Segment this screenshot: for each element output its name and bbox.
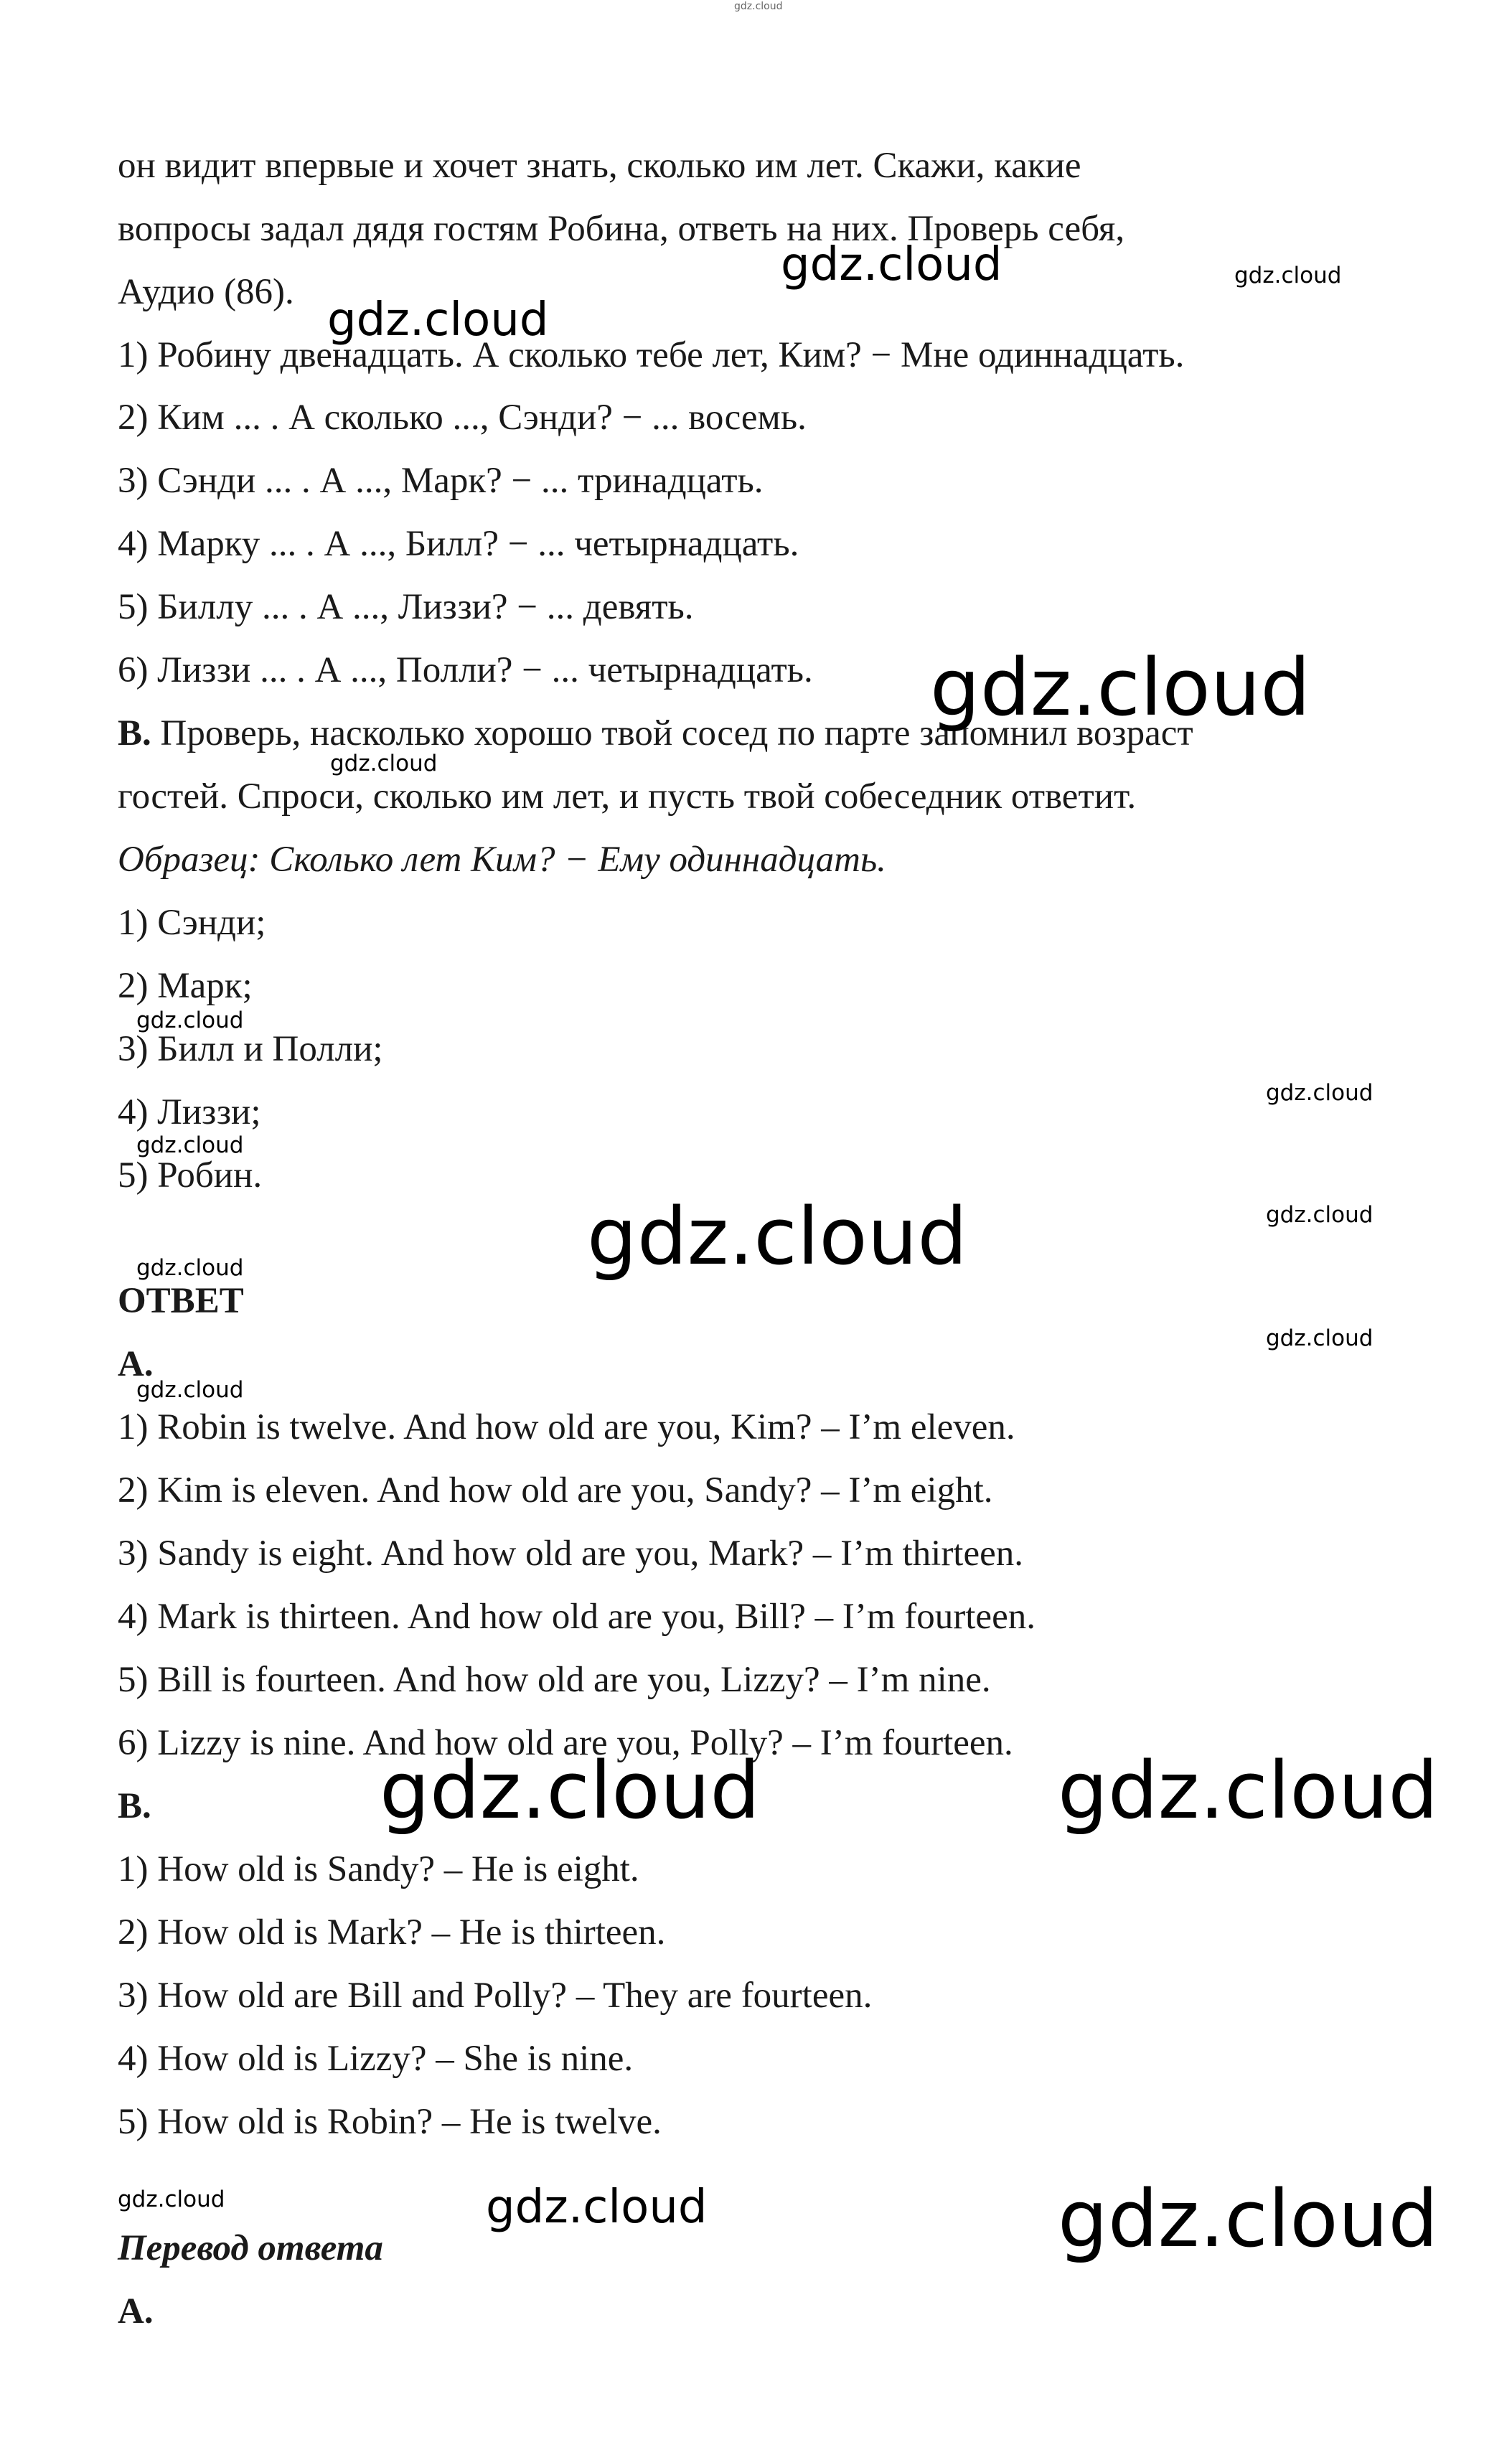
task-b-item: 3) Билл и Полли;: [118, 1029, 383, 1069]
task-b-item: 4) Лиззи;: [118, 1092, 261, 1132]
answer-a-line: 1) Robin is twelve. And how old are you, Kim? – I’m eleven.: [118, 1407, 1015, 1447]
task-line: 2) Ким ... . А сколько ..., Сэнди? − ... восемь.: [118, 398, 807, 438]
answer-a-line: 2) Kim is eleven. And how old are you, Sandy? – I’m eight.: [118, 1470, 993, 1511]
watermark: gdz.cloud: [1266, 1325, 1374, 1351]
task-b-label: B.: [118, 713, 151, 753]
answer-a-label: A.: [118, 1344, 154, 1384]
answer-b-line: 2) How old is Mark? – He is thirteen.: [118, 1912, 666, 1953]
task-b-item: 2) Марк;: [118, 966, 253, 1006]
answer-b-label: B.: [118, 1786, 151, 1826]
answer-b-line: 1) How old is Sandy? – He is eight.: [118, 1849, 639, 1889]
watermark: gdz.cloud: [587, 1190, 968, 1282]
watermark: gdz.cloud: [930, 642, 1311, 733]
watermark: gdz.cloud: [136, 1008, 244, 1033]
translation-a-label: A.: [118, 2291, 154, 2331]
watermark: gdz.cloud: [734, 1, 783, 12]
task-line: 3) Сэнди ... . А ..., Марк? − ... тринадцать.: [118, 461, 764, 501]
answer-a-line: 5) Bill is fourteen. And how old are you, Lizzy? – I’m nine.: [118, 1660, 991, 1700]
watermark: gdz.cloud: [781, 238, 1002, 291]
watermark: gdz.cloud: [380, 1744, 761, 1836]
task-line: 4) Марку ... . А ..., Билл? − ... четырнадцать.: [118, 524, 799, 564]
task-b-text: Проверь, насколько хорошо твой сосед по парте запомнил возраст: [151, 713, 1193, 753]
answer-a-line: 4) Mark is thirteen. And how old are you, Bill? – I’m fourteen.: [118, 1597, 1036, 1637]
answer-b-line: 5) How old is Robin? – He is twelve.: [118, 2102, 662, 2142]
task-b-item: 5) Робин.: [118, 1155, 263, 1196]
task-line: 1) Робину двенадцать. А сколько тебе лет, Ким? − Мне одиннадцать.: [118, 335, 1185, 375]
answer-a-line: 6) Lizzy is nine. And how old are you, Polly? – I’m fourteen.: [118, 1723, 1013, 1763]
watermark: gdz.cloud: [1266, 1080, 1374, 1106]
answer-b-line: 4) How old is Lizzy? – She is nine.: [118, 2039, 634, 2079]
task-b-item: 1) Сэнди;: [118, 903, 266, 943]
task-line: 5) Биллу ... . А ..., Лиззи? − ... девять.: [118, 587, 694, 627]
watermark: gdz.cloud: [118, 2187, 225, 2212]
task-b-sample: Образец: Сколько лет Ким? − Ему одиннадцать.: [118, 840, 886, 880]
watermark: gdz.cloud: [1234, 263, 1342, 288]
watermark: gdz.cloud: [1266, 1202, 1374, 1228]
watermark: gdz.cloud: [136, 1377, 244, 1403]
task-line: он видит впервые и хочет знать, сколько им лет. Скажи, какие: [118, 146, 1081, 186]
task-line: Аудио (86).: [118, 272, 294, 312]
task-b-line: гостей. Спроси, сколько им лет, и пусть твой собеседник ответит.: [118, 776, 1137, 817]
watermark: gdz.cloud: [1058, 1744, 1439, 1836]
task-line: вопросы задал дядя гостям Робина, ответь на них. Проверь себя,: [118, 209, 1125, 249]
watermark: gdz.cloud: [327, 293, 549, 347]
task-line: 6) Лиззи ... . А ..., Полли? − ... четырнадцать.: [118, 650, 813, 690]
watermark: gdz.cloud: [1058, 2173, 1439, 2265]
answer-b-line: 3) How old are Bill and Polly? – They are fourteen.: [118, 1976, 873, 2016]
watermark: gdz.cloud: [330, 751, 438, 776]
watermark: gdz.cloud: [136, 1132, 244, 1158]
answer-a-line: 3) Sandy is eight. And how old are you, Mark? – I’m thirteen.: [118, 1534, 1024, 1574]
answer-heading: ОТВЕТ: [118, 1281, 244, 1321]
watermark: gdz.cloud: [486, 2181, 708, 2234]
watermark: gdz.cloud: [136, 1255, 244, 1281]
translation-heading: Перевод ответа: [118, 2228, 383, 2268]
